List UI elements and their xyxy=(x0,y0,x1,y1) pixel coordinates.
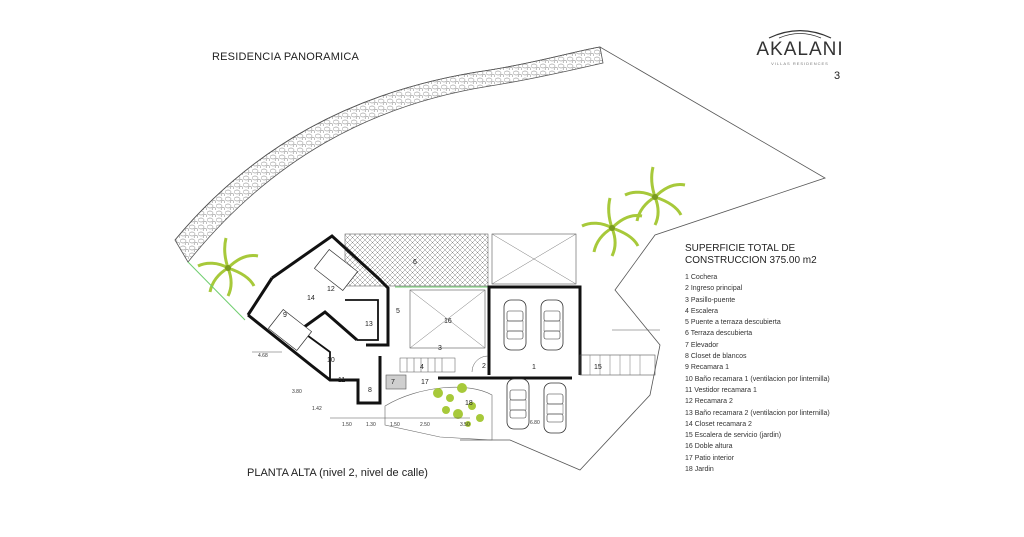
dimension-label: 6.80 xyxy=(530,420,540,426)
garage-walls xyxy=(489,287,580,375)
room-number: 18 xyxy=(465,400,473,407)
dimension-label: 4.68 xyxy=(258,353,268,359)
legend-item: 5 Puente a terraza descubierta xyxy=(685,319,781,327)
legend-item: 2 Ingreso principal xyxy=(685,285,743,293)
surface-line-1: SUPERFICIE TOTAL DE xyxy=(685,243,796,254)
room-number: 7 xyxy=(391,379,395,386)
dimension-label: 1.50 xyxy=(342,422,352,428)
legend-item: 8 Closet de blancos xyxy=(685,353,747,361)
palm-tree-icon xyxy=(198,238,258,296)
legend-item: 7 Elevador xyxy=(685,341,719,349)
room-number: 3 xyxy=(438,345,442,352)
car-icon xyxy=(541,300,563,350)
page-number: 3 xyxy=(834,70,841,82)
project-title: RESIDENCIA PANORAMICA xyxy=(212,51,360,63)
plan-caption: PLANTA ALTA (nivel 2, nivel de calle) xyxy=(247,467,428,479)
dimension-label: 1.50 xyxy=(390,422,400,428)
legend-item: 9 Recamara 1 xyxy=(685,364,729,372)
dimension-label: 1.30 xyxy=(366,422,376,428)
retaining-wall xyxy=(175,47,603,262)
car-icon xyxy=(504,300,526,350)
legend-item: 1 Cochera xyxy=(685,274,718,281)
legend-item: 13 Baño recamara 2 (ventilacion por linternilla) xyxy=(685,409,830,417)
legend-item: 6 Terraza descubierta xyxy=(685,330,753,338)
room-number: 15 xyxy=(594,364,602,371)
legend-item: 16 Doble altura xyxy=(685,443,733,451)
legend-item: 15 Escalera de servicio (jardin) xyxy=(685,432,782,440)
surface-line-2: CONSTRUCCION 375.00 m2 xyxy=(685,255,817,266)
room-number: 6 xyxy=(413,259,417,266)
room-number: 4 xyxy=(420,364,424,371)
room-number: 8 xyxy=(368,387,372,394)
room-number: 5 xyxy=(396,308,400,315)
legend-item: 14 Closet recamara 2 xyxy=(685,420,752,428)
room-number: 12 xyxy=(327,286,335,293)
room-number: 14 xyxy=(307,295,315,302)
room-legend xyxy=(685,272,830,475)
legend-item: 3 Pasillo-puente xyxy=(685,296,736,304)
legend-item: 10 Baño recamara 1 (ventilacion por linternilla) xyxy=(685,375,830,383)
dimension-label: 3.50 xyxy=(460,422,470,428)
legend-item: 12 Recamara 2 xyxy=(685,398,733,406)
palm-tree-icon xyxy=(582,198,642,256)
dimension-label: 3.80 xyxy=(292,389,302,395)
room-number: 2 xyxy=(482,363,486,370)
car-icon xyxy=(544,383,566,433)
room-number: 13 xyxy=(365,321,373,328)
construction-surface xyxy=(685,243,817,267)
dimension-label: 1.42 xyxy=(312,406,322,412)
legend-item: 11 Vestidor recamara 1 xyxy=(685,386,757,394)
car-icon xyxy=(507,379,529,429)
room-number: 1 xyxy=(532,364,536,371)
logo-tagline: VILLAS RESIDENCES xyxy=(771,61,829,66)
elevator xyxy=(386,375,406,389)
room-number: 10 xyxy=(327,357,335,364)
dimension-label: 2.50 xyxy=(420,422,430,428)
legend-item: 4 Escalera xyxy=(685,307,719,315)
logo-wordmark: AKALANI xyxy=(756,39,844,60)
legend-item: 17 Patio interior xyxy=(685,454,735,462)
room-number: 16 xyxy=(444,318,452,325)
room-number: 9 xyxy=(283,312,287,319)
legend-item: 18 Jardin xyxy=(685,466,714,474)
room-number: 11 xyxy=(338,377,346,384)
room-number: 17 xyxy=(421,379,429,386)
